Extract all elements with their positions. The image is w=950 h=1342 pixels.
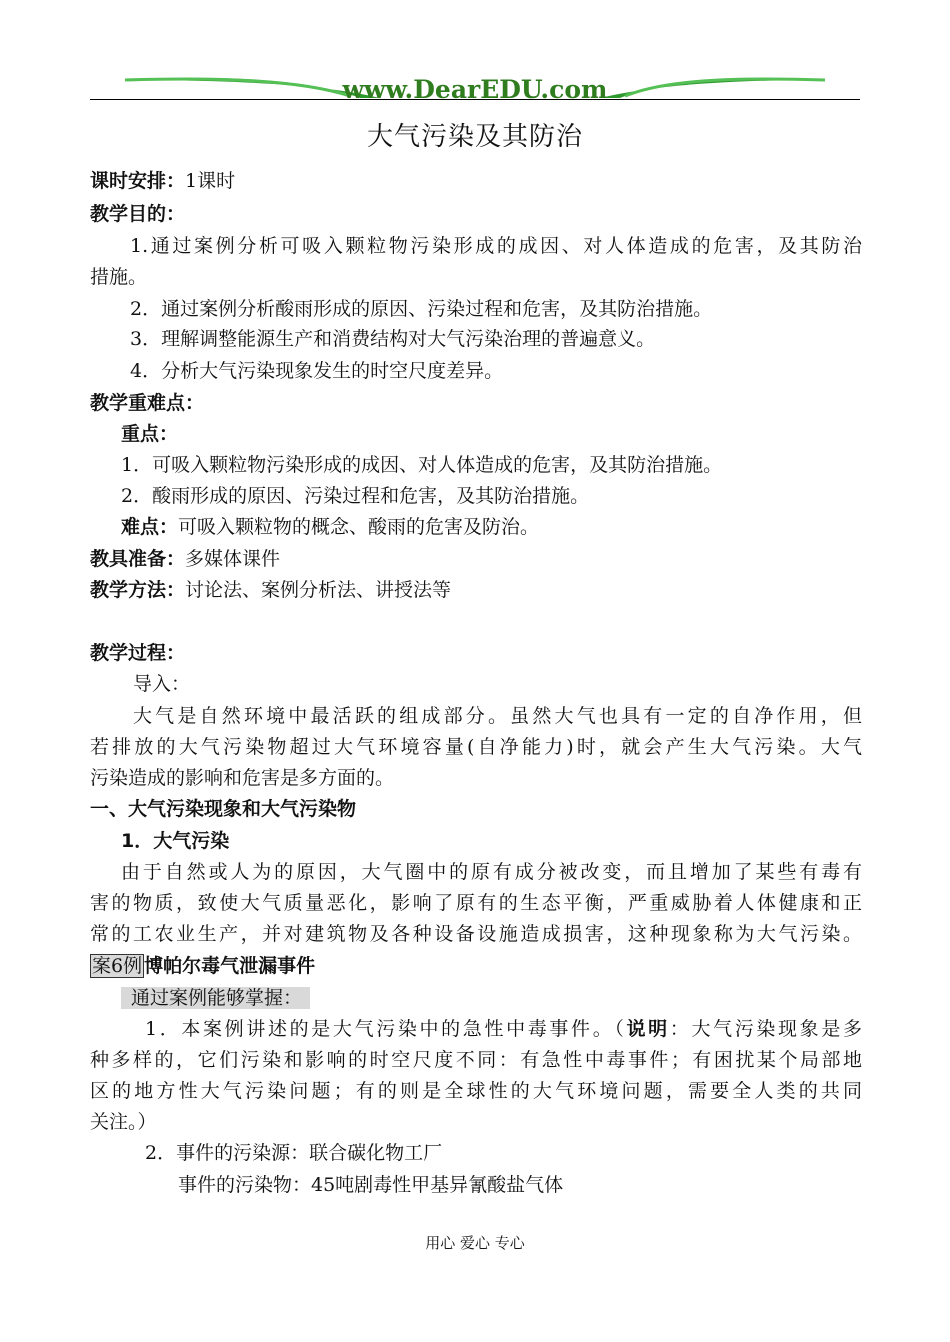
paragraph-line: 常的工农业生产，并对建筑物及各种设备设施造成损害，这种现象称为大气污染。: [90, 923, 862, 945]
paragraph-line: 2．通过案例分析酸雨形成的原因、污染过程和危害，及其防治措施。: [130, 298, 713, 320]
label: 难点：: [121, 516, 179, 538]
difficult-points: [121, 514, 893, 540]
highlight-line: [121, 985, 893, 1011]
header-rule: [90, 99, 860, 100]
lesson-hours: [90, 168, 862, 194]
page-footer: 用心 爱心 专心: [425, 1234, 525, 1252]
label: 教具准备：: [90, 548, 186, 570]
logo-text: www.DearEDU.com: [342, 75, 608, 104]
section-heading: 教学目的：: [90, 203, 186, 225]
paragraph-line: 2．酸雨形成的原因、污染过程和危害，及其防治措施。: [121, 485, 590, 507]
paragraph-line: 2．事件的污染源：联合碳化物工厂: [145, 1142, 443, 1164]
paragraph-line: 污染造成的影响和危害是多方面的。: [90, 767, 395, 789]
subheading: 1．大气污染: [121, 830, 230, 852]
label: 教学方法：: [90, 579, 186, 601]
value: 1课时: [185, 170, 236, 192]
site-logo: [120, 68, 830, 108]
paragraph-line: [145, 1016, 862, 1042]
paragraph-line: 区的地方性大气污染问题；有的则是全球性的大气环境问题，需要全人类的共同: [90, 1080, 862, 1102]
paragraph-line: 1.通过案例分析可吸入颗粒物污染形成的成因、对人体造成的危害，及其防治: [130, 235, 862, 257]
case-title: 博帕尔毒气泄漏事件: [144, 955, 316, 977]
paragraph-line: 大气是自然环境中最活跃的组成部分。虽然大气也具有一定的自净作用，但: [133, 705, 862, 727]
paragraph-line: 事件的污染物：45吨剧毒性甲基异氰酸盐气体: [178, 1174, 564, 1196]
subheading: 重点：: [121, 423, 179, 445]
section-heading: 一、大气污染现象和大气污染物: [90, 798, 357, 820]
label: 课时安排：: [90, 170, 186, 192]
section-heading: 教学重难点：: [90, 392, 205, 414]
document-title: 大气污染及其防治: [366, 122, 583, 152]
paragraph-line: 若排放的大气污染物超过大气环境容量(自净能力)时，就会产生大气污染。大气: [90, 736, 862, 758]
teaching-tools: [90, 546, 862, 572]
teaching-methods: [90, 577, 862, 603]
value: 多媒体课件: [185, 548, 281, 570]
paragraph-line: 导入：: [133, 673, 191, 695]
paragraph-line: 1．可吸入颗粒物污染形成的成因、对人体造成的危害，及其防治措施。: [121, 454, 723, 476]
text: 1．本案例讲述的是大气污染中的急性中毒事件。（: [145, 1018, 627, 1040]
paragraph-line: 种多样的，它们污染和影响的时空尺度不同：有急性中毒事件；有困扰某个局部地: [90, 1049, 862, 1071]
paragraph-line: 关注。）: [90, 1111, 157, 1133]
text: ：大气污染现象是多: [669, 1018, 862, 1040]
note-label: 说明: [626, 1018, 670, 1040]
paragraph-line: 4．分析大气污染现象发生的时空尺度差异。: [130, 360, 504, 382]
paragraph-line: 3．理解调整能源生产和消费结构对大气污染治理的普遍意义。: [130, 328, 656, 350]
paragraph-line: 害的物质，致使大气质量恶化，影响了原有的生态平衡，严重威胁着人体健康和正: [90, 892, 862, 914]
value: 可吸入颗粒物的概念、酸雨的危害及防治。: [178, 516, 540, 538]
section-heading: 教学过程：: [90, 642, 186, 664]
paragraph-line: 措施。: [90, 266, 148, 288]
case-heading: [90, 953, 862, 979]
paragraph-line: 由于自然或人为的原因，大气圈中的原有成分被改变，而且增加了某些有毒有: [121, 861, 862, 883]
value: 讨论法、案例分析法、讲授法等: [185, 579, 452, 601]
case-label-box: 案6例: [92, 955, 143, 977]
highlighted-text: 通过案例能够掌握：: [121, 987, 310, 1009]
